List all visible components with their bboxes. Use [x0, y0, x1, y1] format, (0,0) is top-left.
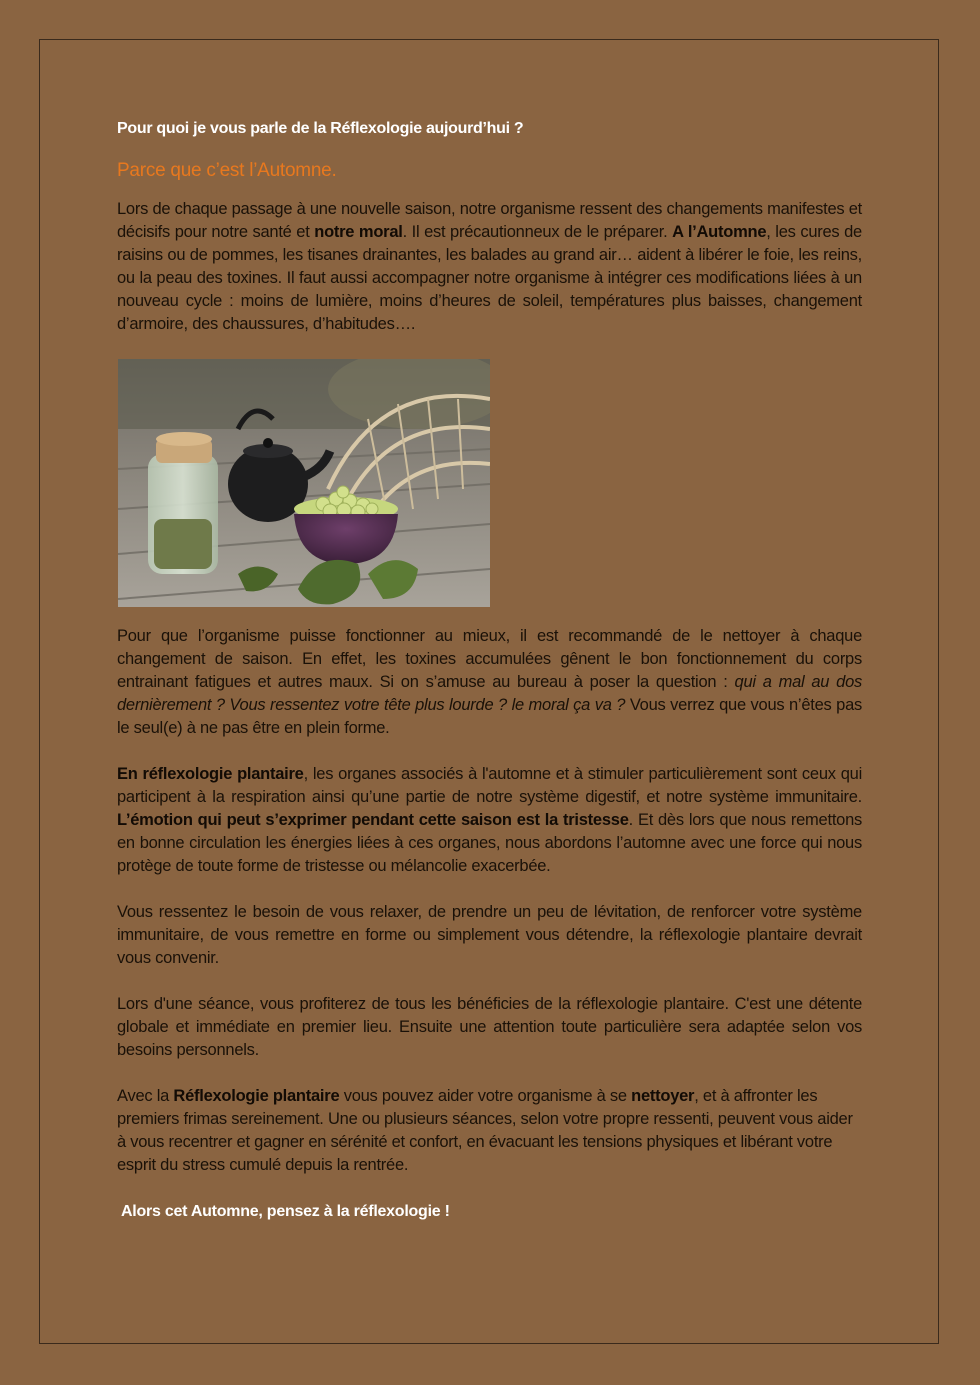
question-heading: Pour quoi je vous parle de la Réflexologie aujourd’hui ?: [117, 120, 524, 137]
paragraph-reflexology: En réflexologie plantaire, les organes associés à l'automne et à stimuler particulièrement sont ceux qui participent à la respiration ainsi qu’une partie de notre système digestif, et notre système immunitaire. L’émotion qui peut s’exprimer pendant cette saison est la tristesse. Et dès lors que nous remettons en bonne circulation les énergies liées à ces organes, nous abordons l’automne avec une force qui nous protège de toute forme de tristesse ou mélancolie exacerbée.: [117, 765, 863, 875]
closing-line: Alors cet Automne, pensez à la réflexologie !: [121, 1203, 450, 1220]
teapot-grapes-photo: [118, 359, 490, 607]
article: [117, 118, 862, 1223]
answer-subheading: Parce que c’est l’Automne.: [117, 160, 337, 181]
paragraph-intro: Lors de chaque passage à une nouvelle saison, notre organisme ressent des changements manifestes et décisifs pour notre santé et notre moral. Il est précautionneux de le préparer. A l’Automne, les cures de raisins ou de pommes, les tisanes drainantes, les balades au grand air… aident à libérer le foie, les reins, ou la peau des toxines. Il faut aussi accompagner notre organisme à intégrer ces modifications liées à un nouveau cycle : moins de lumière, moins d’heures de soleil, températures plus baisses, changement d’armoire, des chaussures, d’habitudes….: [117, 200, 862, 333]
paragraph-relax: Vous ressentez le besoin de vous relaxer, de prendre un peu de lévitation, de renforcer votre système immunitaire, de vous remettre en forme ou simplement vous détendre, la réflexologie plantaire devrait vous convenir.: [117, 903, 862, 967]
paragraph-benefits: Avec la Réflexologie plantaire vous pouvez aider votre organisme à se nettoyer, et à affronter les premiers frimas sereinement. Une ou plusieurs séances, selon votre propre ressenti, peuvent vous aider à vous recentrer et gagner en sérénité et confort, en évacuant les tensions physiques et libérant votre esprit du stress cumulé depuis la rentrée.: [117, 1087, 853, 1174]
paragraph-cleanse: Pour que l’organisme puisse fonctionner au mieux, il est recommandé de le nettoyer à chaque changement de saison. En effet, les toxines accumulées gênent le bon fonctionnement du corps entrainant fatigues et autres maux. Si on s’amuse au bureau à poser la question : qui a mal au dos dernièrement ? Vous ressentez votre tête plus lourde ? le moral ça va ? Vous verrez que vous n’êtes pas le seul(e) à ne pas être en plein forme.: [117, 627, 863, 737]
paragraph-session: Lors d'une séance, vous profiterez de tous les bénéficies de la réflexologie plantaire. C'est une détente globale et immédiate en premier lieu. Ensuite une attention toute particulière sera adaptée selon vos besoins personnels.: [117, 995, 862, 1059]
